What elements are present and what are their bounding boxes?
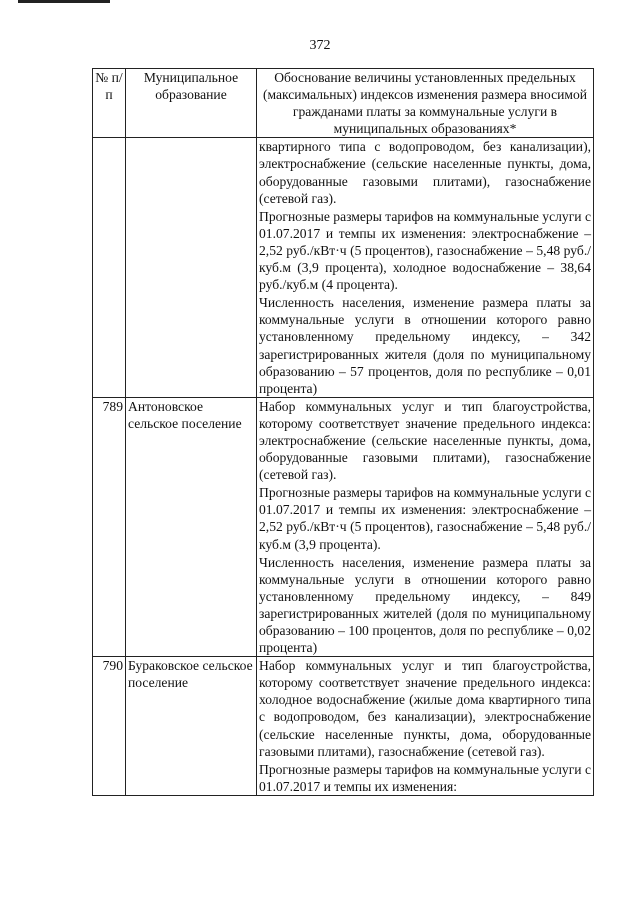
row-justification xyxy=(257,657,594,796)
row-justification xyxy=(257,138,594,397)
row-municipality: Антоновское сельское поселение xyxy=(126,397,257,656)
row-number: 789 xyxy=(93,397,126,656)
tariff-table xyxy=(92,68,594,796)
paragraph: Прогнозные размеры тарифов на коммунальные услуги с 01.07.2017 и темпы их изменения: электроснабжение – 2,52 руб./кВт·ч (5 процентов), газоснабжение – 5,48 руб./куб.м (3,9 процента). xyxy=(259,485,591,552)
table-row xyxy=(93,397,594,656)
header-municipality: Муниципальное образование xyxy=(126,69,257,138)
table-header-row xyxy=(93,69,594,138)
header-number: № п/п xyxy=(93,69,126,138)
header-justification: Обоснование величины установленных предельных (максимальных) индексов изменения размера вносимой гражданами платы за коммунальные услуги в муниципальных образованиях* xyxy=(257,69,594,138)
row-number xyxy=(93,138,126,397)
paragraph: Численность населения, изменение размера платы за коммунальные услуги в отношении которого равно установленному предельному индексу, – 342 зарегистрированных жителя (доля по муниципальному образованию – 57 процентов, доля по республике – 0,01 процента) xyxy=(259,295,591,396)
row-number: 790 xyxy=(93,657,126,796)
paragraph: Прогнозные размеры тарифов на коммунальные услуги с 01.07.2017 и темпы их изменения: xyxy=(259,761,591,794)
row-municipality: Бураковское сельское поселение xyxy=(126,657,257,796)
paragraph: Набор коммунальных услуг и тип благоустройства, которому соответствует значение предельного индекса: холодное водоснабжение (жилые дома квартирного типа с водопроводом, без канализации), электроснабжение (сельские населенные пункты, дома, оборудованные газовыми плитами), газоснабжение (сетевой газ). xyxy=(259,658,591,759)
paragraph: квартирного типа с водопроводом, без канализации), электроснабжение (сельские населенные пункты, дома, оборудованные газовыми плитами), газоснабжение (сетевой газ). xyxy=(259,139,591,206)
paragraph: Набор коммунальных услуг и тип благоустройства, которому соответствует значение предельного индекса: электроснабжение (сельские населенные пункты, дома, оборудованные газовыми плитами), газоснабжение (сетевой газ). xyxy=(259,398,591,483)
page-number: 372 xyxy=(309,38,331,53)
paragraph: Прогнозные размеры тарифов на коммунальные услуги с 01.07.2017 и темпы их изменения: электроснабжение – 2,52 руб./кВт·ч (5 процентов), газоснабжение – 5,48 руб./куб.м (3,9 процента), холодное водоснабжение – 38,64 руб./куб.м (4 процента). xyxy=(259,208,591,293)
row-municipality xyxy=(126,138,257,397)
paragraph: Численность населения, изменение размера платы за коммунальные услуги в отношении которого равно установленному предельному индексу, – 849 зарегистрированных жителей (доля по муниципальному образованию – 100 процентов, доля по республике – 0,02 процента) xyxy=(259,554,591,656)
top-left-rule xyxy=(18,0,110,3)
table-row xyxy=(93,138,594,397)
row-justification xyxy=(257,397,594,656)
table-row xyxy=(93,657,594,796)
